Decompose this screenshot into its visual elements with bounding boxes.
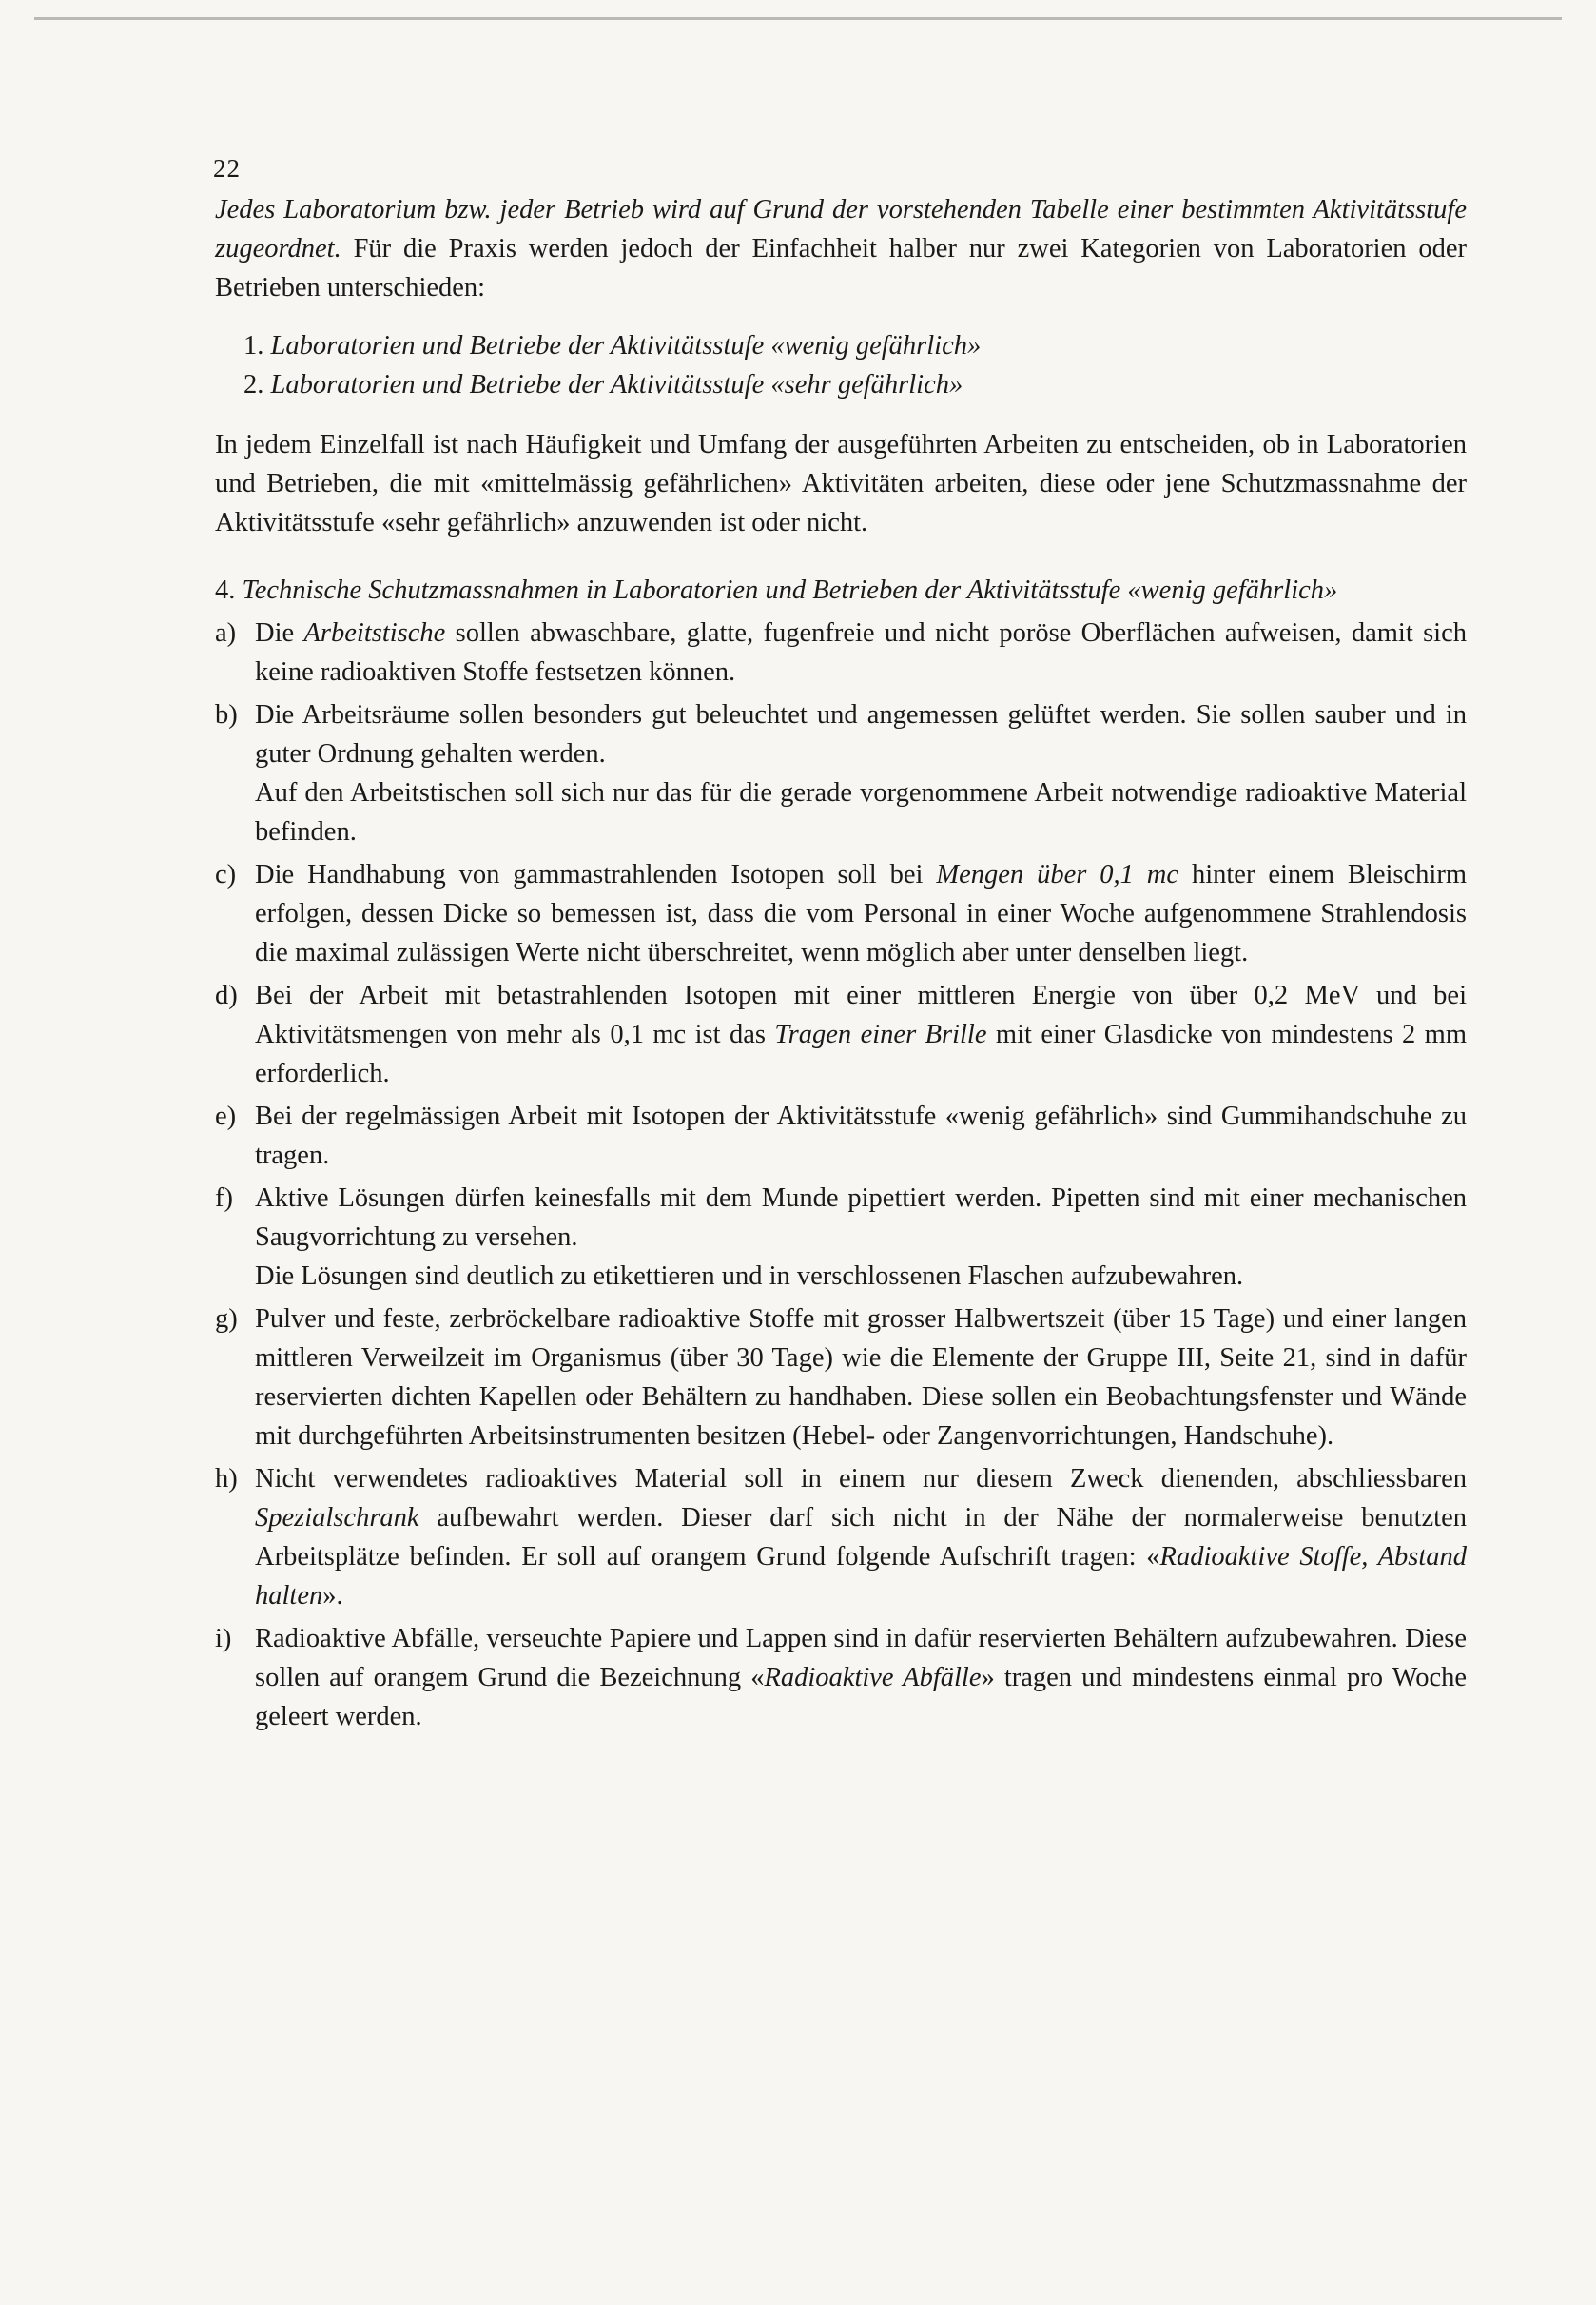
page-number: 22	[213, 154, 241, 183]
category-item	[215, 365, 1467, 404]
measure-label: a)	[215, 618, 237, 648]
measure-item	[215, 695, 1467, 851]
emphasis-text: Radioaktive Abfälle	[764, 1663, 982, 1692]
intro-italic: Jedes Laboratorium bzw. jeder Betrieb wird auf Grund der vorstehenden Tabelle einer bestimmten Aktivitätsstufe zugeordnet.	[215, 195, 1467, 264]
emphasis-text: Radioaktive Stoffe, Abstand halten	[255, 1542, 1467, 1611]
body-text: Die Handhabung von gammastrahlenden Isotopen soll bei	[255, 860, 937, 889]
measure-label: h)	[215, 1464, 238, 1494]
measure-label: f)	[215, 1183, 233, 1213]
measure-label: c)	[215, 860, 237, 889]
top-rule	[34, 17, 1562, 20]
measure-body	[255, 695, 1467, 851]
category-number: 2.	[243, 370, 264, 400]
measures-list	[215, 614, 1467, 1736]
decision-paragraph: In jedem Einzelfall ist nach Häufigkeit und Umfang der ausgeführten Arbeiten zu entscheiden, ob in Laboratorien und Betrieben, die mit «mittelmässig gefährlichen» Aktivitäten arbeiten, diese oder jene Schutzmassnahme der Aktivitätsstufe «sehr gefährlich» anzuwenden ist oder nicht.	[215, 430, 1467, 537]
measure-label: d)	[215, 981, 238, 1010]
measure-body	[255, 1459, 1467, 1615]
section-heading	[215, 571, 1467, 610]
body-text: Pulver und feste, zerbröckelbare radioaktive Stoffe mit grosser Halbwertszeit (über 15 Tage) und einer langen mittleren Verweilzeit im Organismus (über 30 Tage) wie die Elemente der Gruppe III, Seite 21, sind in dafür reservierten dichten Kapellen oder Behältern zu handhaben. Diese sollen ein Beobachtungsfenster und Wände mit durchgeführten Arbeitsinstrumenten besitzen (Hebel- oder Zangenvorrichtungen, Handschuhe).	[255, 1304, 1467, 1451]
measure-paragraph	[255, 1179, 1467, 1257]
category-number: 1.	[243, 331, 264, 361]
category-text: Laboratorien und Betriebe der Aktivitätsstufe «wenig gefährlich»	[270, 331, 982, 361]
body-text: Bei der Arbeit mit betastrahlenden Isotopen mit einer mittleren Energie von über 0,2 MeV und bei Aktivitätsmengen von mehr als 0,1 mc ist das	[255, 981, 1467, 1049]
measure-item	[215, 1097, 1467, 1175]
measure-label: g)	[215, 1304, 238, 1334]
measure-body	[255, 976, 1467, 1093]
body-text: » tragen und mindestens einmal pro Woche geleert werden.	[255, 1663, 1467, 1731]
measure-item	[215, 1299, 1467, 1455]
body-text: Die	[255, 618, 304, 648]
body-text: ».	[322, 1581, 343, 1611]
category-item	[215, 326, 1467, 365]
measure-item	[215, 1179, 1467, 1296]
body-text: hinter einem Bleischirm erfolgen, dessen Dicke so bemessen ist, dass die vom Personal in einer Woche aufgenommene Strahlendosis die maximal zulässigen Werte nicht überschreitet, wenn möglich aber unter denselben liegt.	[255, 860, 1467, 967]
measure-label: b)	[215, 700, 238, 730]
measure-item	[215, 855, 1467, 972]
body-text: Die Arbeitsräume sollen besonders gut beleuchtet und angemessen gelüftet werden. Sie sollen sauber und in guter Ordnung gehalten werden.	[255, 700, 1467, 769]
emphasis-text: Arbeitstische	[303, 618, 446, 648]
section-number: 4.	[215, 576, 236, 605]
measure-paragraph	[255, 1299, 1467, 1455]
measure-item	[215, 614, 1467, 692]
emphasis-text: Spezialschrank	[255, 1503, 419, 1533]
measure-paragraph	[255, 614, 1467, 692]
measure-paragraph	[255, 976, 1467, 1093]
measure-paragraph	[255, 1257, 1467, 1296]
measure-body	[255, 1299, 1467, 1455]
measure-paragraph	[255, 695, 1467, 773]
section-title: Technische Schutzmassnahmen in Laboratorien und Betrieben der Aktivitätsstufe «wenig gefährlich»	[242, 576, 1338, 605]
emphasis-text: Tragen einer Brille	[774, 1020, 987, 1049]
measure-body	[255, 1619, 1467, 1736]
measure-paragraph	[255, 1619, 1467, 1736]
measure-label: e)	[215, 1102, 237, 1131]
measure-label: i)	[215, 1624, 232, 1653]
body-text: Bei der regelmässigen Arbeit mit Isotopen der Aktivitätsstufe «wenig gefährlich» sind Gummihandschuhe zu tragen.	[255, 1102, 1467, 1170]
body-text: Nicht verwendetes radioaktives Material soll in einem nur diesem Zweck dienenden, abschliessbaren	[255, 1464, 1467, 1494]
category-list	[215, 326, 1467, 404]
body-text: mit einer Glasdicke von mindestens 2 mm erforderlich.	[255, 1020, 1467, 1088]
measure-body	[255, 614, 1467, 692]
measure-paragraph	[255, 1459, 1467, 1615]
measure-paragraph	[255, 855, 1467, 972]
category-text: Laboratorien und Betriebe der Aktivitätsstufe «sehr gefährlich»	[270, 370, 963, 400]
measure-body	[255, 1179, 1467, 1296]
intro-normal: Für die Praxis werden jedoch der Einfachheit halber nur zwei Kategorien von Laboratorien oder Betrieben unterschieden:	[215, 234, 1467, 303]
body-text: Radioaktive Abfälle, verseuchte Papiere und Lappen sind in dafür reservierten Behältern aufzubewahren. Diese sollen auf orangem Grund die Bezeichnung «	[255, 1624, 1467, 1692]
measure-body	[255, 855, 1467, 972]
body-text: sollen abwaschbare, glatte, fugenfreie und nicht poröse Oberflächen aufweisen, damit sich keine radioaktiven Stoffe festsetzen können.	[255, 618, 1467, 687]
measure-item	[215, 1459, 1467, 1615]
measure-body	[255, 1097, 1467, 1175]
text-block	[215, 190, 1467, 1736]
body-text: Die Lösungen sind deutlich zu etikettieren und in verschlossenen Flaschen aufzubewahren.	[255, 1261, 1244, 1291]
measure-item	[215, 976, 1467, 1093]
measure-item	[215, 1619, 1467, 1736]
measure-paragraph	[255, 1097, 1467, 1175]
body-text: aufbewahrt werden. Dieser darf sich nicht in der Nähe der normalerweise benutzten Arbeitsplätze befinden. Er soll auf orangem Grund folgende Aufschrift tragen: «	[255, 1503, 1467, 1572]
measure-paragraph	[255, 773, 1467, 851]
body-text: Auf den Arbeitstischen soll sich nur das für die gerade vorgenommene Arbeit notwendige radioaktive Material befinden.	[255, 778, 1467, 847]
emphasis-text: Mengen über 0,1 mc	[936, 860, 1179, 889]
body-text: Aktive Lösungen dürfen keinesfalls mit dem Munde pipettiert werden. Pipetten sind mit einer mechanischen Saugvorrichtung zu versehen.	[255, 1183, 1467, 1252]
intro-paragraph	[215, 190, 1467, 307]
